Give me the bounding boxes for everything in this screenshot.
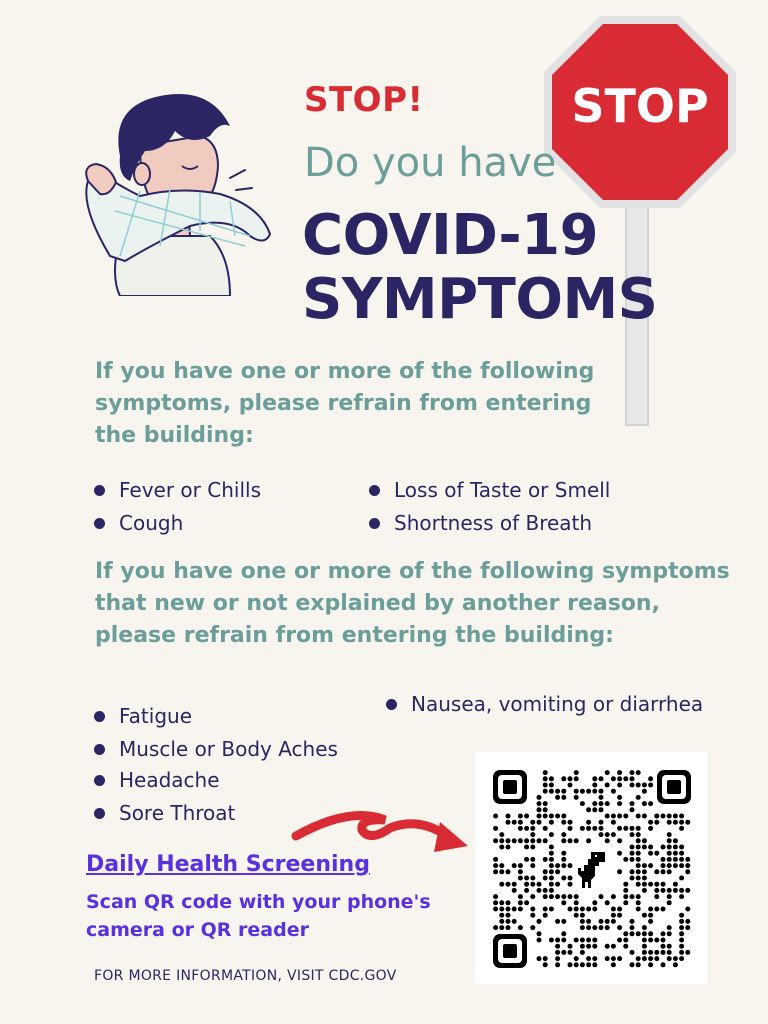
- symptom-item: Nausea, vomiting or diarrhea: [386, 692, 703, 716]
- dinosaur-icon: [573, 846, 613, 892]
- symptom-item: Fatigue: [94, 704, 192, 728]
- title-line-1: COVID-19: [302, 203, 599, 268]
- symptom-item: Headache: [94, 768, 220, 792]
- symptom-item: Muscle or Body Aches: [94, 737, 338, 761]
- footer-info: FOR MORE INFORMATION, VISIT CDC.GOV: [94, 968, 397, 984]
- bullet-icon: [94, 711, 105, 722]
- question-heading: Do you have: [304, 140, 557, 186]
- scan-instruction: Scan QR code with your phone's camera or QR reader: [86, 891, 431, 941]
- symptom-item: Cough: [94, 511, 183, 535]
- qr-code-image: [475, 752, 707, 984]
- symptom-item: Fever or Chills: [94, 478, 261, 502]
- stop-heading: STOP!: [304, 80, 424, 120]
- bullet-icon: [94, 518, 105, 529]
- symptom-item: Sore Throat: [94, 801, 235, 825]
- bullet-icon: [94, 808, 105, 819]
- bullet-icon: [94, 485, 105, 496]
- symptom-item: Loss of Taste or Smell: [369, 478, 610, 502]
- bullet-icon: [369, 518, 380, 529]
- daily-health-screening-link[interactable]: Daily Health Screening: [86, 852, 370, 877]
- bullet-icon: [94, 775, 105, 786]
- bullet-icon: [386, 699, 397, 710]
- section2-intro: If you have one or more of the following symptoms that new or not explained by another reason, please refrain from entering the building:: [95, 559, 730, 648]
- bullet-icon: [94, 744, 105, 755]
- coughing-man-illustration: [80, 86, 280, 296]
- symptom-item: Shortness of Breath: [369, 511, 592, 535]
- qr-code[interactable]: [475, 752, 707, 984]
- title-line-2: SYMPTOMS: [302, 267, 658, 332]
- stop-sign-text: STOP: [571, 79, 709, 133]
- section1-intro: If you have one or more of the following symptoms, please refrain from entering the building:: [95, 359, 595, 448]
- bullet-icon: [369, 485, 380, 496]
